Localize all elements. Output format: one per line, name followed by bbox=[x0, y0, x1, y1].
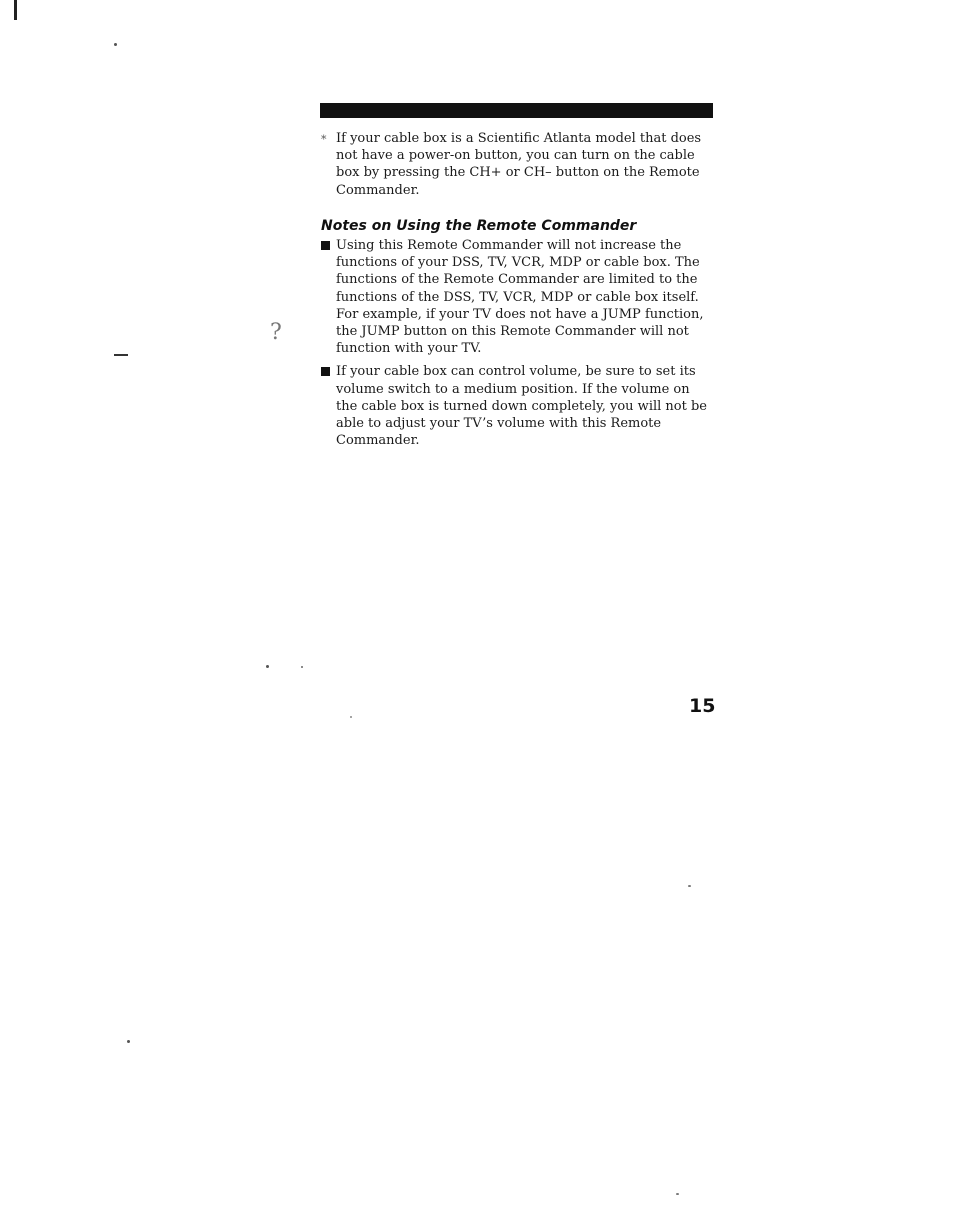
footnote-text: If your cable box is a Scientific Atlanta model that does not have a power-on button, you can turn on the cable box by pressing the CH+ or CH– button on the Remote Commander. bbox=[336, 131, 702, 198]
stray-scan-glyph: ? bbox=[270, 320, 282, 345]
scan-speck bbox=[114, 43, 117, 46]
notes-list bbox=[321, 237, 713, 455]
scan-speck bbox=[350, 716, 352, 718]
scan-speck bbox=[266, 665, 269, 668]
scan-speck bbox=[301, 666, 303, 668]
list-item-text: If your cable box can control volume, be sure to set its volume switch to a medium position. If the volume on the cable box is turned down completely, you will not be able to adjust your TV’s volume with this Remote Commander. bbox=[336, 364, 707, 449]
scan-speck bbox=[676, 1193, 679, 1195]
footnote bbox=[321, 130, 713, 199]
footnote-asterisk: * bbox=[321, 133, 327, 146]
scan-edge-mark bbox=[14, 0, 17, 20]
square-bullet-icon bbox=[321, 241, 330, 250]
section-heading: Notes on Using the Remote Commander bbox=[321, 218, 637, 234]
list-item bbox=[321, 237, 713, 357]
list-item-text: Using this Remote Commander will not increase the functions of your DSS, TV, VCR, MDP or cable box. The functions of the Remote Commander are limited to the functions of the DSS, TV, VCR, MDP or cable box itself. For example, if your TV does not have a JUMP function, the JUMP button on this Remote Commander will not function with your TV. bbox=[336, 238, 704, 357]
square-bullet-icon bbox=[321, 367, 330, 376]
page-number: 15 bbox=[689, 695, 716, 717]
scan-speck bbox=[127, 1040, 130, 1043]
scan-speck bbox=[688, 885, 691, 887]
section-header-bar bbox=[320, 103, 713, 118]
scan-dash-mark bbox=[114, 354, 128, 356]
list-item bbox=[321, 363, 713, 449]
